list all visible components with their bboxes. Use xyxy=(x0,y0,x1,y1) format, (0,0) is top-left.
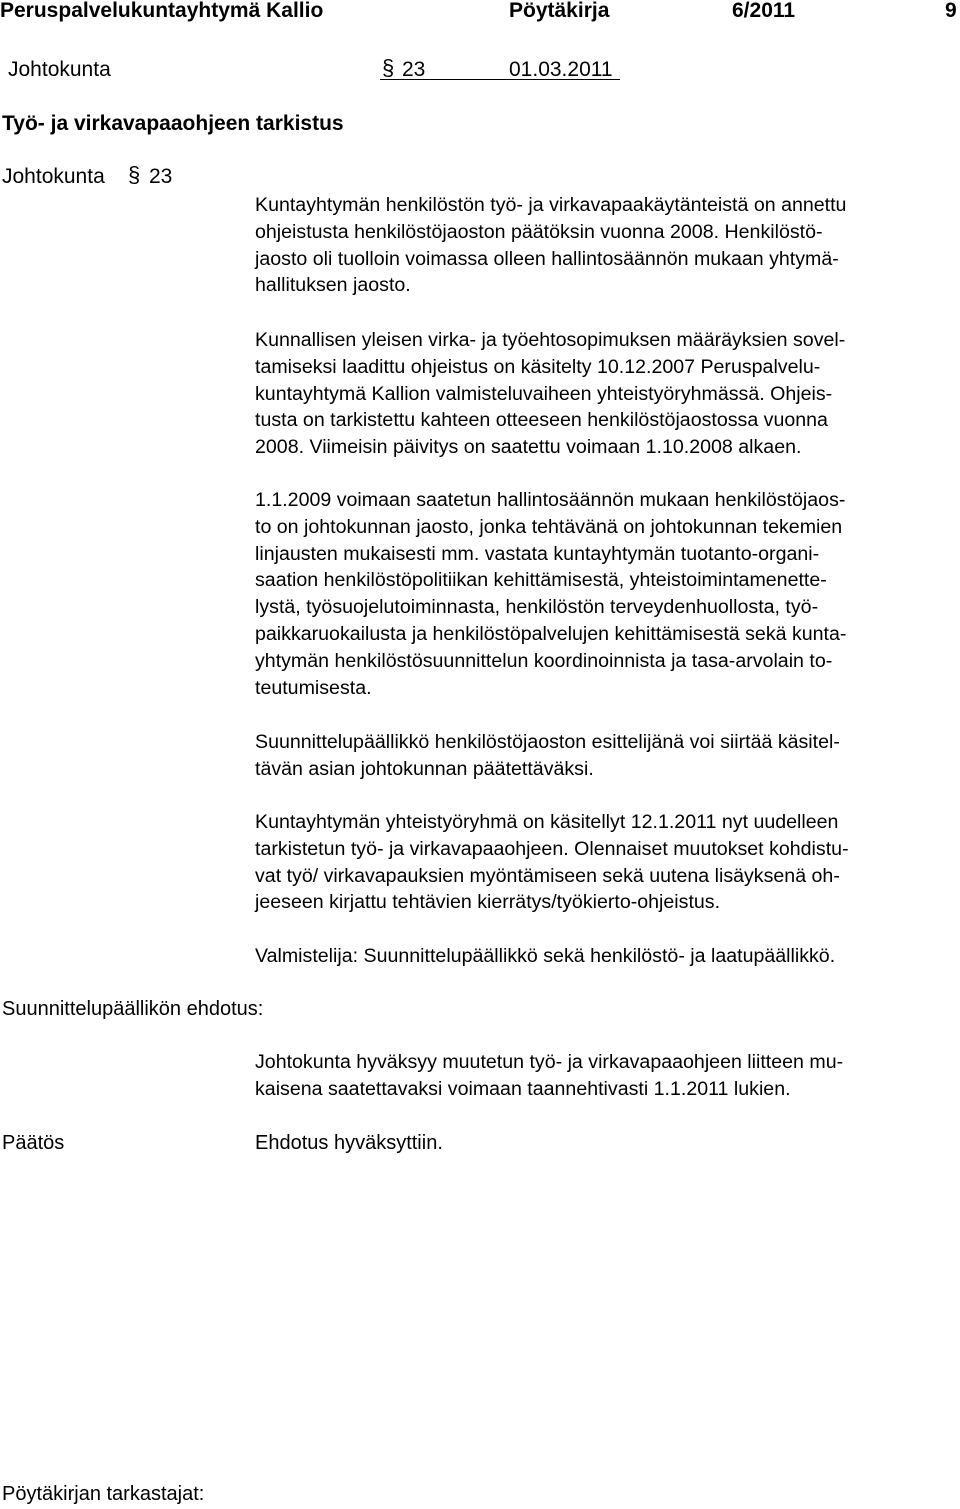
meeting-body: Johtokunta xyxy=(8,58,111,81)
reference-body: Johtokunta xyxy=(2,165,105,188)
paragraph-background: Kuntayhtymän henkilöstön työ- ja virkavapaakäytänteistä on annettu ohjeistusta henkilöstöjaoston päätöksin vuonna 2008. Henkilöstö- jaosto oli tuolloin voimassa olleen hallintosäännön mukaan yhtymä- hallituksen jaosto. xyxy=(255,194,847,297)
page-number: 9 xyxy=(945,0,957,22)
document-number: 6/2011 xyxy=(732,0,796,22)
meeting-date: 01.03.2011 xyxy=(509,58,613,81)
reference-section-number: 23 xyxy=(149,165,173,188)
proposal-label: Suunnittelupäällikön ehdotus: xyxy=(2,998,264,1020)
agenda-title: Työ- ja virkavapaaohjeen tarkistus xyxy=(2,112,344,135)
paragraph-referral: Suunnittelupäällikkö henkilöstöjaoston esittelijänä voi siirtää käsitel- tävän asian johtokunnan päätettäväksi. xyxy=(255,731,840,780)
paragraph-changes: Kuntayhtymän yhteistyöryhmä on käsitellyt 12.1.2011 nyt uudelleen tarkistetun työ- ja virkavapaaohjeen. Olennaiset muutokset kohdistu- vat työ/ virkavapauksien myöntämiseen sekä uutena lisäyksenä oh- jeeseen kirjattu tehtävien kierrätys/työkierto-ohjeistus. xyxy=(255,811,849,914)
paragraph-subcommittee-role: 1.1.2009 voimaan saatetun hallintosäännön mukaan henkilöstöjaos- to on johtokunnan jaosto, jonka tehtävänä on johtokunnan tekemien linjausten mukaisesti mm. vastata kuntayhtymän tuotanto-organi- saation henkilöstöpolitiikan kehittämisestä, yhteistoimintamenette- lystä, työsuojelutoiminnasta, henkilöstön terveydenhuollosta, työ- paikkaruokailusta ja henkilöstöpalvelujen kehittämisestä sekä kunta- yhtymän henkilöstösuunnittelun koordinoinnista ja tasa-arvolain to- teutumisesta. xyxy=(255,489,847,699)
decision-label: Päätös xyxy=(2,1132,65,1154)
reference-section-symbol: § xyxy=(128,162,141,187)
proposal-text: Johtokunta hyväksyy muutetun työ- ja virkavapaaohjeen liitteen mu- kaisena saatettavaksi voimaan taannehtivasti 1.1.2011 lukien. xyxy=(255,1051,844,1100)
header-underline xyxy=(380,79,620,80)
minutes-checkers-label: Pöytäkirjan tarkastajat: xyxy=(2,1483,205,1505)
paragraph-guidance-history: Kunnallisen yleisen virka- ja työehtosopimuksen määräyksien sovel- tamiseksi laadittu ohjeistus on käsitelty 10.12.2007 Peruspalvelu- kuntayhtymä Kallion valmisteluvaiheen yhteistyöryhmässä. Ohjeis- tusta on tarkistettu kahteen otteeseen henkilöstöjaostossa vuonna 2008. Viimeisin päivitys on saatettu voimaan 1.10.2008 alkaen. xyxy=(255,329,846,459)
section-number: 23 xyxy=(402,58,426,81)
document-type: Pöytäkirja xyxy=(509,0,610,22)
paragraph-preparer: Valmistelija: Suunnittelupäällikkö sekä henkilöstö- ja laatupäällikkö. xyxy=(255,945,836,967)
section-symbol: § xyxy=(382,55,395,80)
organization-name: Peruspalvelukuntayhtymä Kallio xyxy=(0,0,324,22)
decision-text: Ehdotus hyväksyttiin. xyxy=(255,1132,443,1154)
